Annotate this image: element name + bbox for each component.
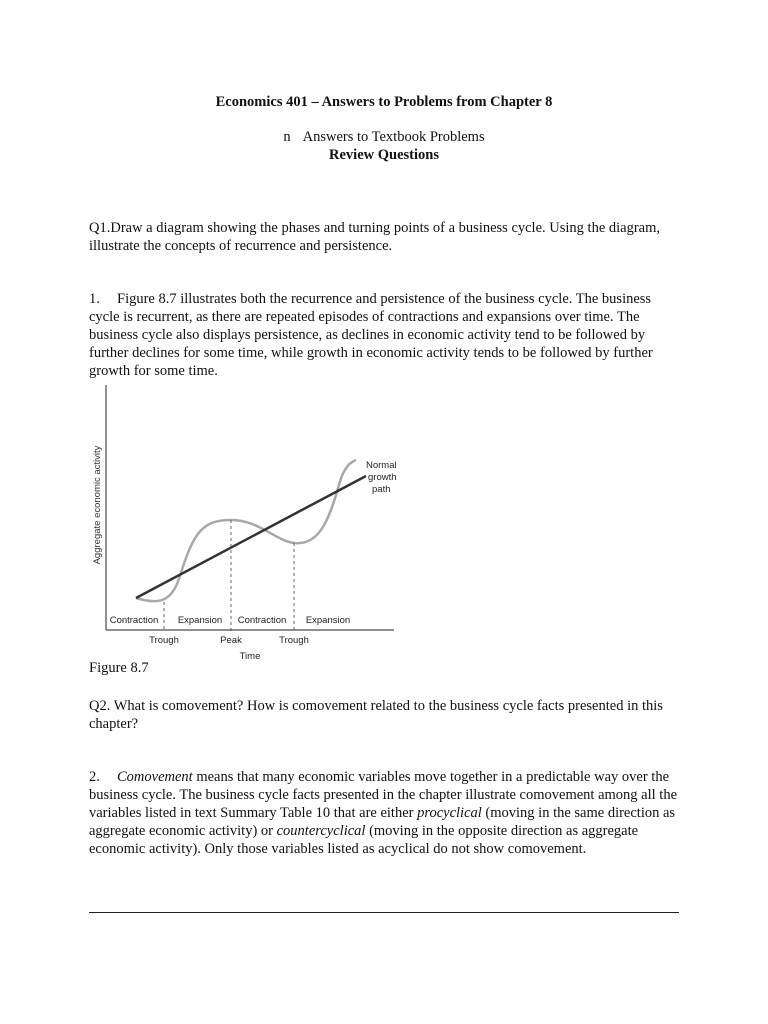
trend-label-line-3: path: [372, 484, 391, 495]
subheading-line: [0, 129, 768, 146]
x-axis-label: Time: [239, 651, 261, 662]
phase-label-2: Expansion: [177, 615, 223, 626]
term-procyclical: procyclical: [417, 805, 482, 821]
answer-2-text-1: means that many economic variables move together in a predictable way over the business cycle. The business cycle facts presented in the chapter illustrate comovement among all the variables listed in text Summary Table 10 that are either: [89, 769, 678, 821]
trend-line: [136, 476, 366, 598]
footer-rule: [89, 912, 679, 913]
business-cycle-figure: [84, 380, 414, 668]
answer-2-text-3: (moving in the opposite direction as aggregate economic activity). Only those variables listed as acyclical do not show comovement.: [89, 823, 639, 857]
phase-label-1: Contraction: [109, 615, 159, 626]
phase-label-4: Expansion: [305, 615, 351, 626]
section-heading: Review Questions: [329, 147, 439, 163]
term-comovement: Comovement: [117, 769, 193, 785]
trend-label-line-1: Normal: [366, 460, 397, 471]
bullet-marker: n: [283, 129, 291, 145]
turning-point-trough-1: Trough: [149, 635, 179, 646]
y-axis-label: Aggregate economic activity: [92, 445, 103, 565]
turning-point-trough-2: Trough: [279, 635, 309, 646]
answer-1: [89, 290, 681, 380]
figure-caption: Figure 8.7: [89, 660, 149, 676]
business-cycle-diagram: [84, 380, 414, 668]
answer-2: [89, 768, 681, 858]
answer-2-text-2: (moving in the same direction as aggregate economic activity) or: [89, 805, 676, 839]
turning-point-peak: Peak: [220, 635, 242, 646]
subheading-text: Answers to Textbook Problems: [302, 129, 485, 145]
answer-2-number: 2.: [89, 769, 100, 785]
document-title: Economics 401 – Answers to Problems from Chapter 8: [215, 94, 553, 110]
question-1: Q1.Draw a diagram showing the phases and turning points of a business cycle. Using the diagram, illustrate the concepts of recurrence and persistence.: [89, 220, 661, 254]
phase-label-3: Contraction: [237, 615, 287, 626]
question-2: Q2. What is comovement? How is comovement related to the business cycle facts presented in this chapter?: [89, 698, 663, 732]
term-countercyclical: countercyclical: [276, 823, 366, 839]
answer-1-text: Figure 8.7 illustrates both the recurrence and persistence of the business cycle. The business cycle is recurrent, as there are repeated episodes of contractions and expansions over time. The business cycle also displays persistence, as declines in economic activity tend to be followed by further declines for some time, while growth in economic activity tends to be followed by further growth for some time.: [89, 291, 653, 379]
answer-1-number: 1.: [89, 291, 100, 307]
trend-label-line-2: growth: [368, 472, 397, 483]
